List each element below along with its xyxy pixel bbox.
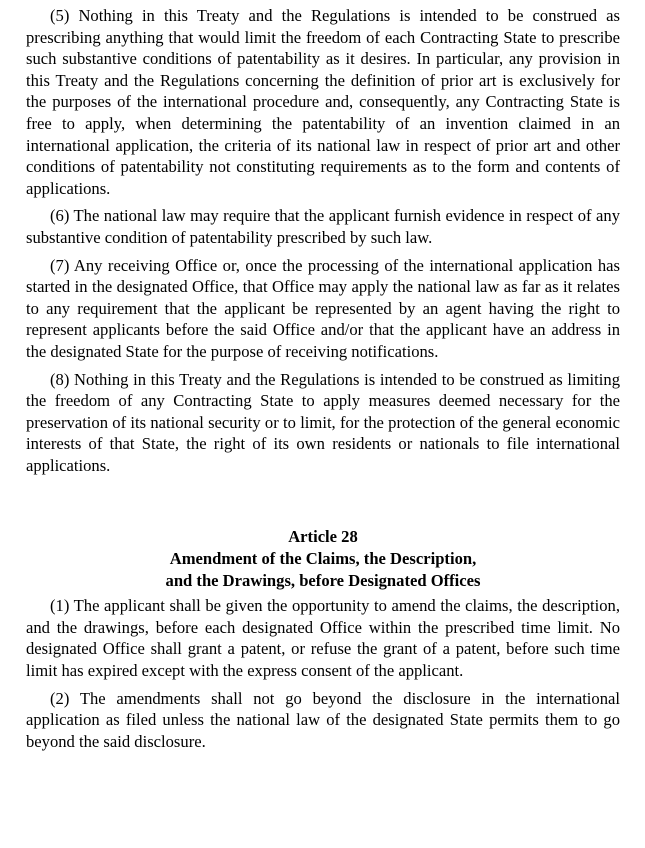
- section-spacer: [26, 482, 620, 526]
- article-28-paragraph-1: (1) The applicant shall be given the opportunity to amend the claims, the description, and the drawings, before each designated Office within the prescribed time limit. No designated Office shall grant a patent, or refuse the grant of a patent, before such time limit has expired except with the express consent of the applicant.: [26, 596, 620, 681]
- paragraph-6: (6) The national law may require that the applicant furnish evidence in respect of any substantive condition of patentability prescribed by such law.: [26, 206, 620, 247]
- paragraph-8: (8) Nothing in this Treaty and the Regulations is intended to be construed as limiting the freedom of any Contracting State to apply measures deemed necessary for the preservation of its national security or to limit, for the protection of the general economic interests of that State, the right of its own residents or nationals to file international applications.: [26, 369, 620, 475]
- article-title-line-1: Amendment of the Claims, the Description,: [169, 549, 477, 569]
- article-title-line-2: and the Drawings, before Designated Offices: [165, 570, 481, 590]
- article-number: Article 28: [288, 527, 358, 547]
- document-page: [26, 5, 620, 758]
- paragraph-5: (5) Nothing in this Treaty and the Regulations is intended to be construed as prescribing anything that would limit the freedom of each Contracting State to prescribe such substantive conditions of patentability as it desires. In particular, any provision in this Treaty and the Regulations concerning the definition of prior art is exclusively for the purposes of the international procedure and, consequently, any Contracting State is free to apply, when determining the patentability of an invention claimed in an international application, the criteria of its national law in respect of prior art and other conditions of patentability not constituting requirements as to the form and contents of applications.: [26, 6, 620, 198]
- article-heading: [26, 526, 620, 591]
- paragraph-7: (7) Any receiving Office or, once the processing of the international application has started in the designated Office, that Office may apply the national law as far as it relates to any requirement that the applicant be represented by an agent having the right to represent applicants before the said Office and/or that the applicant have an address in the designated State for the purpose of receiving notifications.: [26, 255, 620, 361]
- article-28-paragraph-2: (2) The amendments shall not go beyond the disclosure in the international application as filed unless the national law of the designated State permits them to go beyond the said disclosure.: [26, 688, 620, 751]
